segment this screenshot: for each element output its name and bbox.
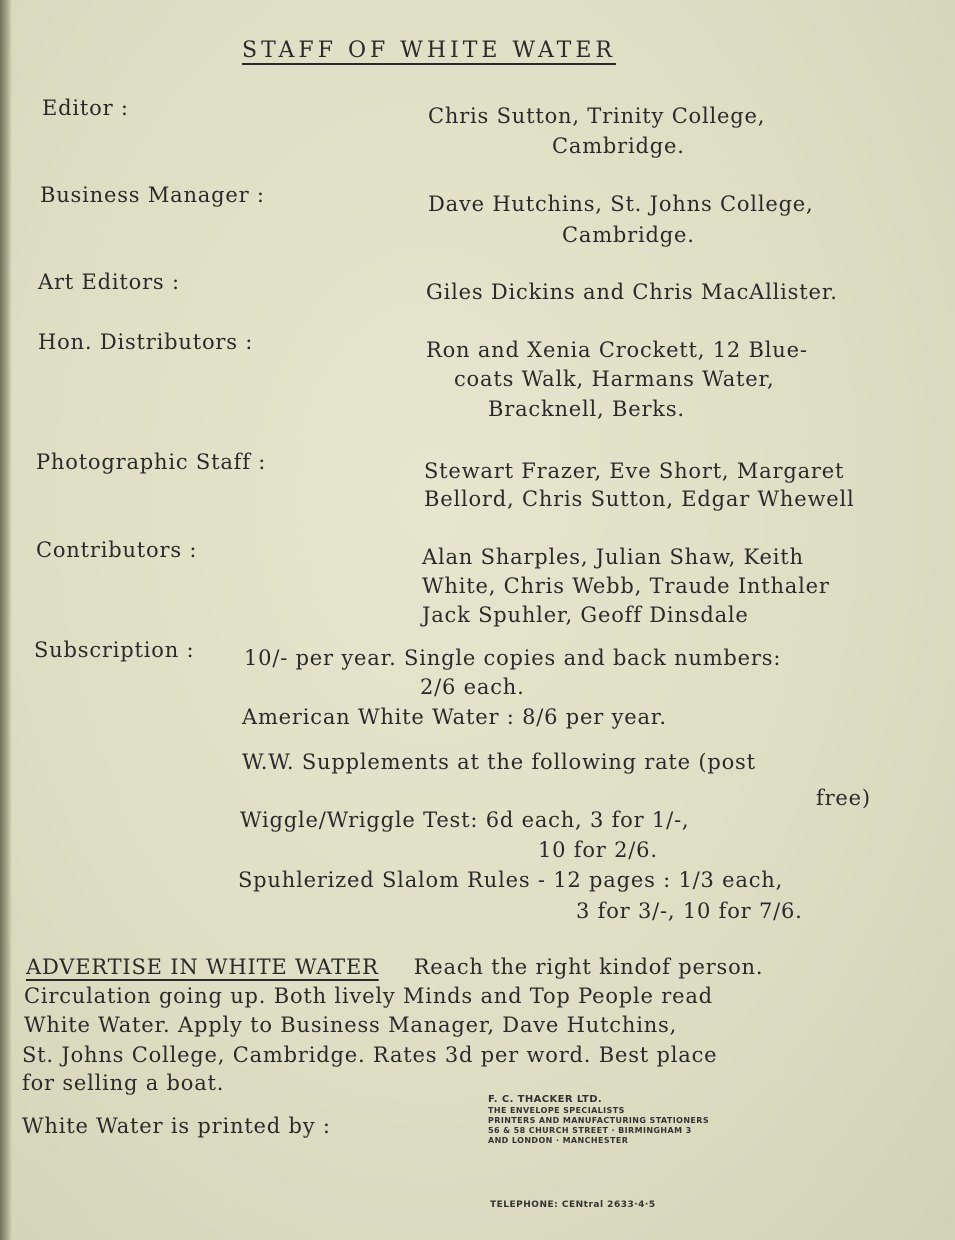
- art-editors-label: Art Editors :: [38, 270, 180, 294]
- contributors-line-1: Alan Sharples, Julian Shaw, Keith: [422, 545, 804, 569]
- printer-line-2: THE ENVELOPE SPECIALISTS: [488, 1106, 625, 1115]
- page-binding-edge: [0, 0, 12, 1240]
- advert-line-5: for selling a boat.: [22, 1071, 225, 1095]
- printer-stamp: [488, 1094, 709, 1146]
- printer-line-3: PRINTERS AND MANUFACTURING STATIONERS: [488, 1116, 710, 1125]
- subscription-line-6: Wiggle/Wriggle Test: 6d each, 3 for 1/-,: [240, 808, 690, 832]
- photographic-staff-label: Photographic Staff :: [36, 450, 267, 474]
- advert-heading: ADVERTISE IN WHITE WATER: [26, 955, 379, 979]
- subscription-line-9: 3 for 3/-, 10 for 7/6.: [576, 899, 803, 923]
- contributors-line-2: White, Chris Webb, Traude Inthaler: [422, 574, 830, 598]
- subscription-line-8: Spuhlerized Slalom Rules - 12 pages : 1/3 each,: [238, 868, 784, 892]
- business-manager-line-2: Cambridge.: [562, 223, 695, 247]
- advert-line-3: White Water. Apply to Business Manager, Dave Hutchins,: [24, 1013, 678, 1037]
- editor-label: Editor :: [42, 96, 129, 120]
- subscription-line-3: American White Water : 8/6 per year.: [242, 705, 667, 729]
- editor-line-2: Cambridge.: [552, 134, 685, 158]
- contributors-line-3: Jack Spuhler, Geoff Dinsdale: [422, 603, 749, 627]
- advert-line-2: Circulation going up. Both lively Minds and Top People read: [24, 984, 713, 1008]
- advert-line-4: St. Johns College, Cambridge. Rates 3d per word. Best place: [22, 1043, 718, 1067]
- distributors-line-1: Ron and Xenia Crockett, 12 Blue-: [426, 338, 808, 362]
- printer-telephone: TELEPHONE: CENtral 2633·4·5: [490, 1200, 656, 1210]
- printer-company: F. C. THACKER LTD.: [488, 1094, 603, 1105]
- advert-line-1-rest: Reach the right kindof person.: [413, 955, 764, 979]
- distributors-line-2: coats Walk, Harmans Water,: [454, 367, 775, 391]
- art-editors-line-1: Giles Dickins and Chris MacAllister.: [426, 280, 838, 304]
- photographic-staff-line-1: Stewart Frazer, Eve Short, Margaret: [424, 459, 845, 483]
- subscription-line-2: 2/6 each.: [420, 675, 525, 699]
- subscription-line-1: 10/- per year. Single copies and back numbers:: [244, 646, 782, 670]
- advert-line-1: [26, 953, 763, 982]
- subscription-line-5: free): [816, 786, 871, 810]
- printer-line-5: AND LONDON · MANCHESTER: [488, 1136, 629, 1145]
- photographic-staff-line-2: Bellord, Chris Sutton, Edgar Whewell: [424, 487, 855, 511]
- distributors-label: Hon. Distributors :: [38, 330, 254, 354]
- editor-line-1: Chris Sutton, Trinity College,: [428, 104, 766, 128]
- printed-by-label: White Water is printed by :: [22, 1114, 331, 1138]
- business-manager-label: Business Manager :: [40, 183, 265, 207]
- distributors-line-3: Bracknell, Berks.: [488, 397, 685, 421]
- subscription-label: Subscription :: [34, 638, 195, 662]
- printer-line-4: 56 & 58 CHURCH STREET · BIRMINGHAM 3: [488, 1126, 692, 1135]
- subscription-line-4: W.W. Supplements at the following rate (post: [242, 750, 756, 774]
- subscription-line-7: 10 for 2/6.: [538, 838, 658, 862]
- business-manager-line-1: Dave Hutchins, St. Johns College,: [428, 192, 814, 216]
- page-title: STAFF OF WHITE WATER: [242, 38, 616, 63]
- contributors-label: Contributors :: [36, 538, 198, 562]
